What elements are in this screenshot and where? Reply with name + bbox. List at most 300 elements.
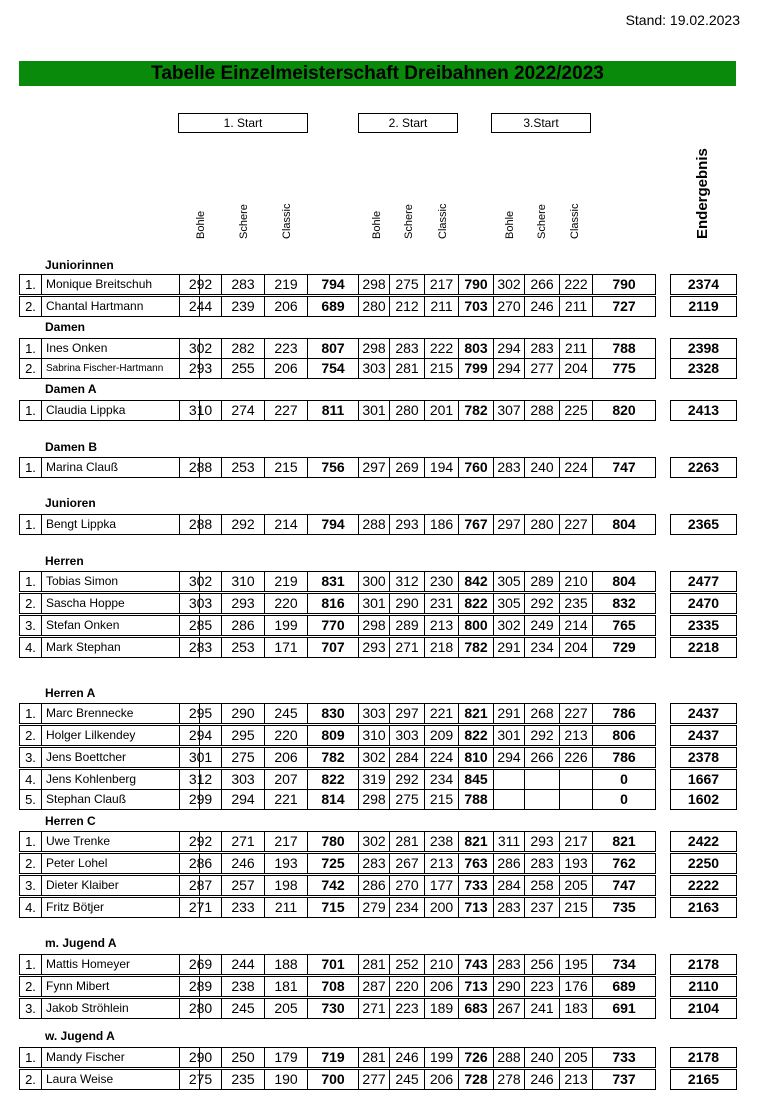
score-cell: 256	[524, 954, 560, 975]
rank-cell: 1.	[19, 571, 42, 592]
score-cell: 237	[524, 897, 560, 918]
table-row	[19, 400, 738, 422]
rank-cell: 2.	[19, 296, 42, 317]
rank-cell: 4.	[19, 897, 42, 918]
score-cell: 212	[389, 296, 425, 317]
score-cell: 245	[264, 703, 308, 724]
score-cell: 310	[179, 400, 222, 421]
start-sum-cell: 730	[307, 998, 359, 1019]
score-cell	[559, 789, 593, 810]
start-sum-cell: 794	[307, 274, 359, 295]
start-sum-cell: 703	[458, 296, 494, 317]
score-cell: 283	[493, 954, 525, 975]
score-cell: 190	[264, 1069, 308, 1090]
score-cell: 227	[559, 514, 593, 535]
score-cell: 223	[264, 338, 308, 359]
score-cell: 223	[524, 976, 560, 997]
start-sum-cell: 747	[592, 875, 656, 896]
score-cell: 275	[389, 789, 425, 810]
score-cell: 301	[493, 725, 525, 746]
score-cell: 289	[179, 976, 222, 997]
player-name: Laura Weise	[41, 1069, 200, 1090]
start-3-header: 3.Start	[491, 113, 591, 133]
score-cell: 271	[179, 897, 222, 918]
score-cell: 280	[358, 296, 390, 317]
score-cell: 303	[179, 593, 222, 614]
score-cell: 290	[493, 976, 525, 997]
start-sum-cell: 800	[458, 615, 494, 636]
total-cell: 2250	[670, 853, 737, 874]
score-cell: 283	[179, 637, 222, 658]
start-sum-cell: 821	[458, 831, 494, 852]
score-cell: 215	[424, 789, 459, 810]
score-cell: 301	[358, 593, 390, 614]
score-cell: 292	[179, 831, 222, 852]
score-cell: 281	[389, 358, 425, 379]
score-cell: 294	[493, 338, 525, 359]
score-cell: 286	[221, 615, 265, 636]
start-sum-cell: 767	[458, 514, 494, 535]
total-cell: 1602	[670, 789, 737, 810]
rank-cell: 3.	[19, 747, 42, 768]
column-label-classic: Classic	[569, 203, 581, 239]
rank-cell: 1.	[19, 1047, 42, 1068]
rank-cell: 1.	[19, 954, 42, 975]
score-cell: 280	[389, 400, 425, 421]
score-cell: 289	[389, 615, 425, 636]
total-cell: 2328	[670, 358, 737, 379]
total-cell: 2119	[670, 296, 737, 317]
rank-cell: 3.	[19, 875, 42, 896]
score-cell: 288	[493, 1047, 525, 1068]
total-cell: 2374	[670, 274, 737, 295]
score-cell	[559, 769, 593, 790]
score-cell: 199	[264, 615, 308, 636]
score-cell: 193	[264, 853, 308, 874]
score-cell: 206	[264, 296, 308, 317]
start-sum-cell: 794	[307, 514, 359, 535]
score-cell: 258	[524, 875, 560, 896]
score-cell: 246	[221, 853, 265, 874]
score-cell: 171	[264, 637, 308, 658]
start-sum-cell: 782	[307, 747, 359, 768]
table-row	[19, 571, 738, 593]
score-cell: 186	[424, 514, 459, 535]
total-cell: 2437	[670, 725, 737, 746]
rank-cell: 1.	[19, 703, 42, 724]
table-row	[19, 897, 738, 919]
score-cell: 245	[221, 998, 265, 1019]
score-cell: 246	[389, 1047, 425, 1068]
score-cell: 298	[358, 338, 390, 359]
score-cell: 207	[264, 769, 308, 790]
rank-cell: 4.	[19, 637, 42, 658]
score-cell: 224	[424, 747, 459, 768]
start-sum-cell: 845	[458, 769, 494, 790]
score-cell: 231	[424, 593, 459, 614]
table-row	[19, 789, 738, 811]
score-cell: 294	[493, 747, 525, 768]
score-cell	[493, 789, 525, 810]
group-title: Herren A	[45, 686, 96, 700]
score-cell: 218	[424, 637, 459, 658]
start-sum-cell: 788	[458, 789, 494, 810]
score-cell: 282	[221, 338, 265, 359]
player-name: Peter Lohel	[41, 853, 200, 874]
score-cell: 217	[264, 831, 308, 852]
score-cell: 267	[389, 853, 425, 874]
table-row	[19, 769, 738, 791]
start-sum-cell: 727	[592, 296, 656, 317]
column-label-bohle: Bohle	[504, 210, 516, 239]
start-2-header: 2. Start	[358, 113, 458, 133]
start-sum-cell: 786	[592, 703, 656, 724]
total-cell: 2165	[670, 1069, 737, 1090]
score-cell: 215	[424, 358, 459, 379]
player-name: Ines Onken	[41, 338, 200, 359]
group-title: m. Jugend A	[45, 936, 117, 950]
rank-cell: 1.	[19, 400, 42, 421]
score-cell: 177	[424, 875, 459, 896]
score-cell: 310	[358, 725, 390, 746]
score-cell: 266	[524, 274, 560, 295]
start-sum-cell: 713	[458, 897, 494, 918]
score-cell: 255	[221, 358, 265, 379]
total-cell: 2335	[670, 615, 737, 636]
score-cell: 286	[179, 853, 222, 874]
score-cell: 205	[559, 875, 593, 896]
rank-cell: 3.	[19, 998, 42, 1019]
score-cell: 241	[524, 998, 560, 1019]
start-sum-cell: 726	[458, 1047, 494, 1068]
score-cell: 288	[524, 400, 560, 421]
rank-cell: 1.	[19, 514, 42, 535]
score-cell: 204	[559, 637, 593, 658]
score-cell: 239	[221, 296, 265, 317]
score-cell: 283	[221, 274, 265, 295]
score-cell: 312	[389, 571, 425, 592]
score-cell: 302	[179, 338, 222, 359]
score-cell: 206	[424, 976, 459, 997]
start-sum-cell: 691	[592, 998, 656, 1019]
start-sum-cell: 803	[458, 338, 494, 359]
player-name: Jens Boettcher	[41, 747, 200, 768]
start-sum-cell: 728	[458, 1069, 494, 1090]
score-cell: 295	[221, 725, 265, 746]
score-cell: 283	[358, 853, 390, 874]
score-cell: 280	[179, 998, 222, 1019]
score-cell: 215	[559, 897, 593, 918]
score-cell: 277	[358, 1069, 390, 1090]
score-cell: 302	[493, 615, 525, 636]
score-cell: 284	[389, 747, 425, 768]
score-cell: 211	[559, 296, 593, 317]
start-sum-cell: 816	[307, 593, 359, 614]
score-cell: 270	[493, 296, 525, 317]
group-title: Damen	[45, 320, 86, 334]
table-row	[19, 1069, 738, 1091]
start-sum-cell: 780	[307, 831, 359, 852]
score-cell: 302	[493, 274, 525, 295]
score-cell: 295	[179, 703, 222, 724]
score-cell: 234	[524, 637, 560, 658]
score-cell: 235	[559, 593, 593, 614]
start-sum-cell: 809	[307, 725, 359, 746]
score-cell: 290	[389, 593, 425, 614]
score-cell: 302	[358, 747, 390, 768]
score-cell: 211	[264, 897, 308, 918]
score-cell: 245	[389, 1069, 425, 1090]
start-sum-cell: 775	[592, 358, 656, 379]
start-sum-cell: 725	[307, 853, 359, 874]
player-name: Tobias Simon	[41, 571, 200, 592]
table-row	[19, 615, 738, 637]
score-cell: 284	[493, 875, 525, 896]
score-cell: 240	[524, 1047, 560, 1068]
score-cell: 298	[358, 789, 390, 810]
score-cell: 288	[179, 457, 222, 478]
score-cell: 286	[493, 853, 525, 874]
score-cell: 297	[389, 703, 425, 724]
table-row	[19, 954, 738, 976]
start-sum-cell: 747	[592, 457, 656, 478]
score-cell: 292	[179, 274, 222, 295]
score-cell: 292	[524, 593, 560, 614]
score-cell: 252	[389, 954, 425, 975]
score-cell: 303	[389, 725, 425, 746]
table-row	[19, 875, 738, 897]
group-title: Junioren	[45, 496, 96, 510]
start-sum-cell: 822	[458, 725, 494, 746]
column-label-bohle: Bohle	[371, 210, 383, 239]
score-cell: 283	[493, 457, 525, 478]
score-cell: 253	[221, 457, 265, 478]
score-cell: 246	[524, 296, 560, 317]
score-cell: 319	[358, 769, 390, 790]
score-cell: 205	[264, 998, 308, 1019]
start-sum-cell: 0	[592, 789, 656, 810]
start-sum-cell: 804	[592, 514, 656, 535]
score-cell: 298	[358, 615, 390, 636]
rank-cell: 2.	[19, 593, 42, 614]
score-cell: 271	[221, 831, 265, 852]
score-cell: 250	[221, 1047, 265, 1068]
score-cell: 274	[221, 400, 265, 421]
rank-cell: 1.	[19, 274, 42, 295]
player-name: Monique Breitschuh	[41, 274, 200, 295]
score-cell: 221	[424, 703, 459, 724]
score-cell: 244	[221, 954, 265, 975]
player-name: Stephan Clauß	[41, 789, 200, 810]
start-sum-cell: 734	[592, 954, 656, 975]
start-sum-cell: 811	[307, 400, 359, 421]
table-row	[19, 358, 738, 380]
score-cell: 294	[179, 725, 222, 746]
score-cell: 287	[179, 875, 222, 896]
score-cell: 188	[264, 954, 308, 975]
score-cell: 179	[264, 1047, 308, 1068]
table-row	[19, 338, 738, 360]
score-cell: 199	[424, 1047, 459, 1068]
table-row	[19, 831, 738, 853]
score-cell	[493, 769, 525, 790]
score-cell: 293	[524, 831, 560, 852]
score-cell: 307	[493, 400, 525, 421]
column-label-bohle: Bohle	[195, 210, 207, 239]
score-cell	[524, 789, 560, 810]
player-name: Chantal Hartmann	[41, 296, 200, 317]
rank-cell: 1.	[19, 338, 42, 359]
total-cell: 2477	[670, 571, 737, 592]
score-cell: 291	[493, 637, 525, 658]
score-cell: 219	[264, 274, 308, 295]
score-cell: 201	[424, 400, 459, 421]
total-cell: 2178	[670, 954, 737, 975]
table-row	[19, 1047, 738, 1069]
total-cell: 2263	[670, 457, 737, 478]
column-label-classic: Classic	[437, 203, 449, 239]
score-cell: 283	[524, 338, 560, 359]
score-cell: 290	[179, 1047, 222, 1068]
table-row	[19, 593, 738, 615]
player-name: Marina Clauß	[41, 457, 200, 478]
score-cell: 300	[358, 571, 390, 592]
score-cell: 266	[524, 747, 560, 768]
start-sum-cell: 683	[458, 998, 494, 1019]
start-sum-cell: 807	[307, 338, 359, 359]
score-cell: 299	[179, 789, 222, 810]
table-row	[19, 296, 738, 318]
player-name: Fynn Mibert	[41, 976, 200, 997]
start-sum-cell: 821	[592, 831, 656, 852]
start-sum-cell: 708	[307, 976, 359, 997]
table-row	[19, 274, 738, 296]
start-sum-cell: 786	[592, 747, 656, 768]
total-cell: 2110	[670, 976, 737, 997]
total-cell: 2398	[670, 338, 737, 359]
score-cell: 181	[264, 976, 308, 997]
player-name: Marc Brennecke	[41, 703, 200, 724]
score-cell: 198	[264, 875, 308, 896]
score-cell: 275	[389, 274, 425, 295]
score-cell: 297	[493, 514, 525, 535]
score-cell: 214	[559, 615, 593, 636]
score-cell: 268	[524, 703, 560, 724]
score-cell: 211	[424, 296, 459, 317]
rank-cell: 2.	[19, 853, 42, 874]
score-cell: 275	[179, 1069, 222, 1090]
score-cell: 301	[179, 747, 222, 768]
start-sum-cell: 790	[592, 274, 656, 295]
score-cell: 301	[358, 400, 390, 421]
total-cell: 2437	[670, 703, 737, 724]
score-cell: 195	[559, 954, 593, 975]
score-cell: 280	[524, 514, 560, 535]
score-cell: 220	[264, 725, 308, 746]
score-cell: 210	[424, 954, 459, 975]
start-sum-cell: 733	[458, 875, 494, 896]
player-name: Fritz Bötjer	[41, 897, 200, 918]
score-cell: 226	[559, 747, 593, 768]
column-label-schere: Schere	[536, 204, 548, 239]
group-title: Herren C	[45, 814, 96, 828]
score-cell: 292	[389, 769, 425, 790]
player-name: Mattis Homeyer	[41, 954, 200, 975]
score-cell: 294	[221, 789, 265, 810]
player-name: Stefan Onken	[41, 615, 200, 636]
score-cell	[524, 769, 560, 790]
score-cell: 285	[179, 615, 222, 636]
start-sum-cell: 762	[592, 853, 656, 874]
score-cell: 213	[559, 1069, 593, 1090]
start-sum-cell: 689	[592, 976, 656, 997]
score-cell: 194	[424, 457, 459, 478]
score-cell: 217	[424, 274, 459, 295]
start-sum-cell: 715	[307, 897, 359, 918]
start-sum-cell: 770	[307, 615, 359, 636]
table-row	[19, 514, 738, 536]
score-cell: 206	[264, 358, 308, 379]
rank-cell: 1.	[19, 831, 42, 852]
start-sum-cell: 763	[458, 853, 494, 874]
score-cell: 302	[358, 831, 390, 852]
start-sum-cell: 804	[592, 571, 656, 592]
stand-date: Stand: 19.02.2023	[625, 12, 740, 28]
score-cell: 219	[264, 571, 308, 592]
score-cell: 292	[524, 725, 560, 746]
player-name: Claudia Lippka	[41, 400, 200, 421]
score-cell: 270	[389, 875, 425, 896]
start-sum-cell: 788	[592, 338, 656, 359]
score-cell: 269	[179, 954, 222, 975]
score-cell: 283	[524, 853, 560, 874]
score-cell: 289	[524, 571, 560, 592]
score-cell: 213	[424, 615, 459, 636]
score-cell: 183	[559, 998, 593, 1019]
group-title: Juniorinnen	[45, 258, 114, 272]
score-cell: 302	[179, 571, 222, 592]
group-title: Damen A	[45, 382, 97, 396]
score-cell: 227	[264, 400, 308, 421]
score-cell: 223	[389, 998, 425, 1019]
page-title: Tabelle Einzelmeisterschaft Dreibahnen 2022/2023	[19, 61, 736, 86]
score-cell: 213	[424, 853, 459, 874]
score-cell: 249	[524, 615, 560, 636]
start-sum-cell: 760	[458, 457, 494, 478]
score-cell: 303	[358, 703, 390, 724]
score-cell: 298	[358, 274, 390, 295]
start-sum-cell: 765	[592, 615, 656, 636]
start-sum-cell: 737	[592, 1069, 656, 1090]
table-row	[19, 976, 738, 998]
start-sum-cell: 0	[592, 769, 656, 790]
score-cell: 286	[358, 875, 390, 896]
rank-cell: 2.	[19, 976, 42, 997]
start-sum-cell: 729	[592, 637, 656, 658]
start-sum-cell: 756	[307, 457, 359, 478]
score-cell: 217	[559, 831, 593, 852]
player-name: Bengt Lippka	[41, 514, 200, 535]
score-cell: 225	[559, 400, 593, 421]
score-cell: 206	[424, 1069, 459, 1090]
start-sum-cell: 831	[307, 571, 359, 592]
score-cell: 238	[424, 831, 459, 852]
score-cell: 281	[389, 831, 425, 852]
score-cell: 275	[221, 747, 265, 768]
score-cell: 238	[221, 976, 265, 997]
score-cell: 269	[389, 457, 425, 478]
table-row	[19, 457, 738, 479]
